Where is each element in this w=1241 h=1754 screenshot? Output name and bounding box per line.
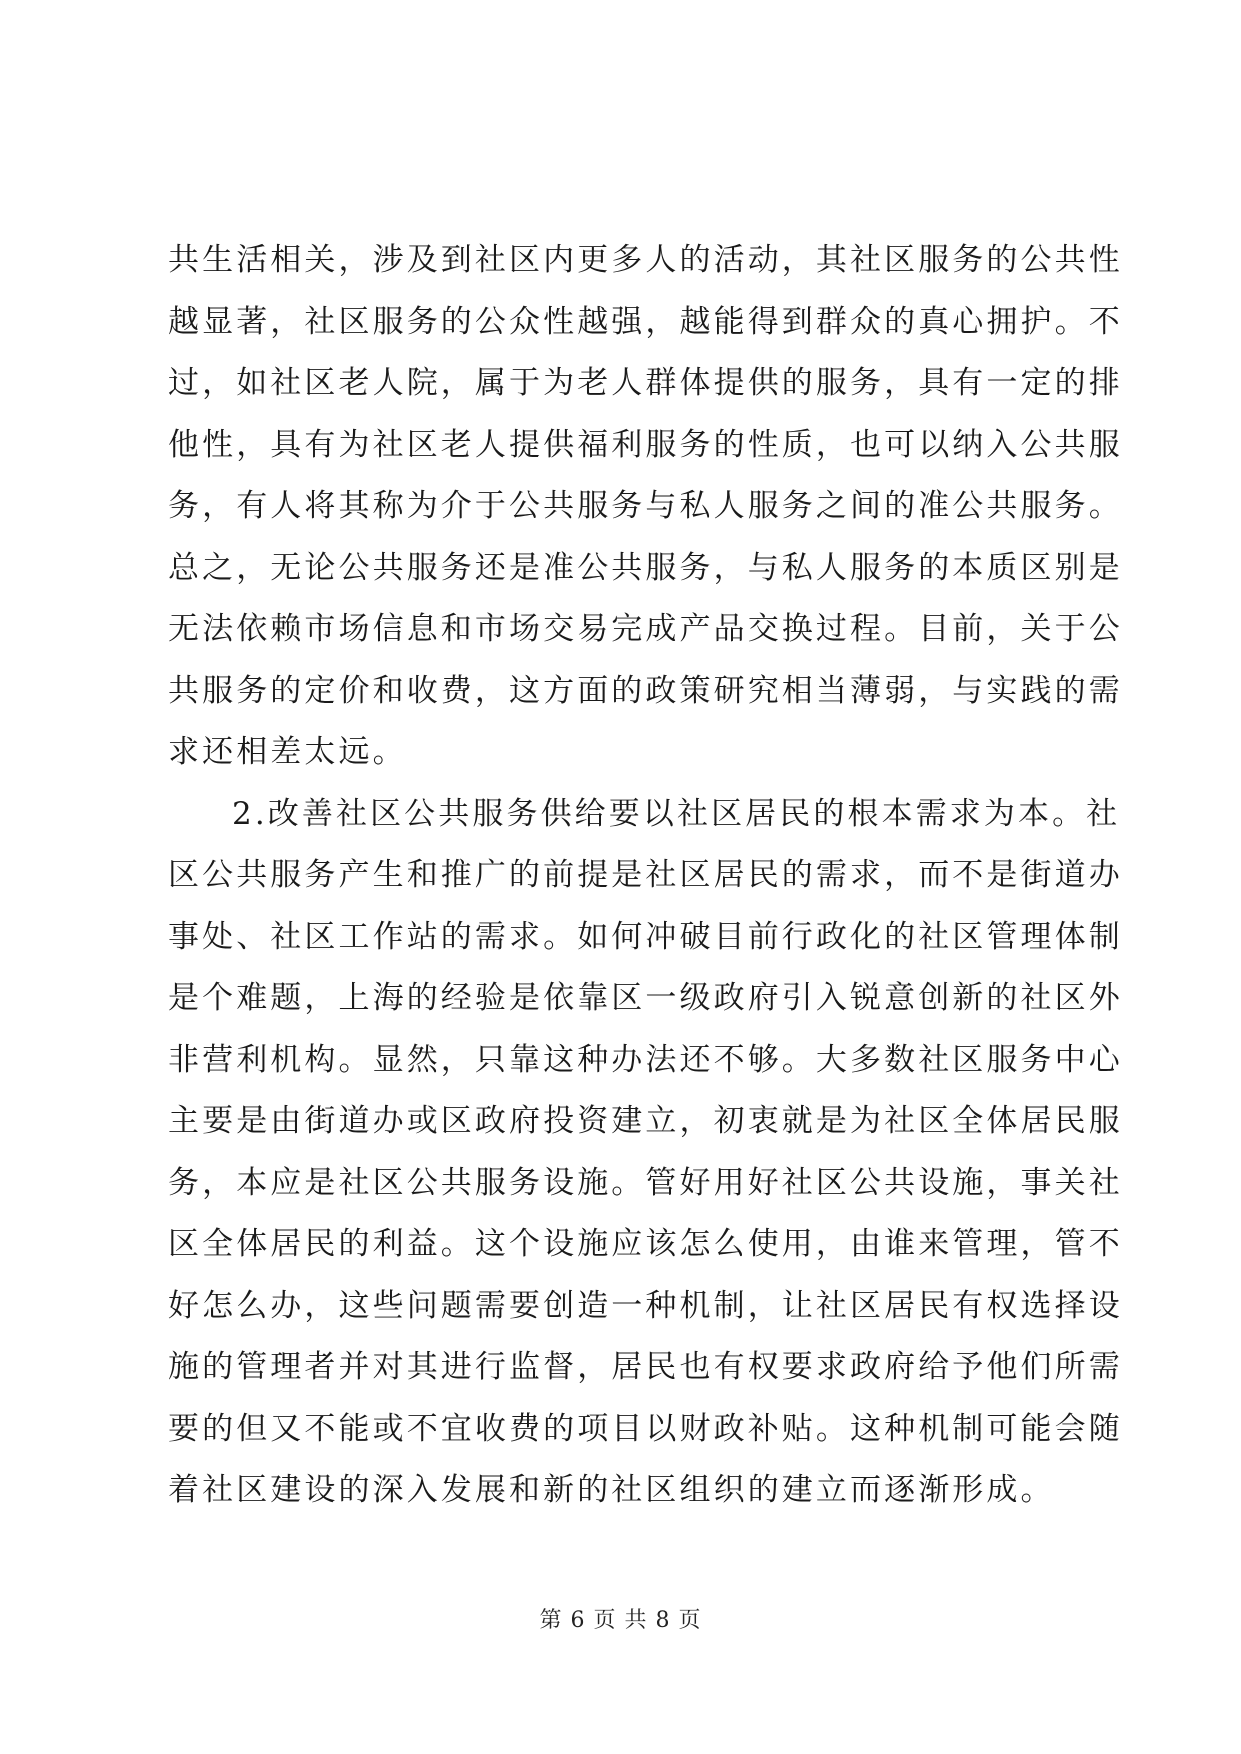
body-text	[168, 230, 1123, 1522]
text-line: 主要是由街道办或区政府投资建立，初衷就是为社区全体居民服	[168, 1103, 1123, 1139]
text-line: 他性，具有为社区老人提供福利服务的性质，也可以纳入公共服	[168, 426, 1123, 463]
text-line: 共生活相关，涉及到社区内更多人的活动，其社区服务的公共性	[168, 242, 1123, 278]
text-line: 共服务的定价和收费，这方面的政策研究相当薄弱，与实践的需	[168, 672, 1123, 709]
text-line: 务，本应是社区公共服务设施。管好用好社区公共设施，事关社	[168, 1164, 1123, 1201]
text-line: 事处、社区工作站的需求。如何冲破目前行政化的社区管理体制	[168, 918, 1123, 955]
paragraph-start-line: 2.改善社区公共服务供给要以社区居民的根本需求为本。社	[232, 795, 1121, 832]
page-number-footer: 第 6 页 共 8 页	[539, 1608, 702, 1633]
text-line: 施的管理者并对其进行监督，居民也有权要求政府给予他们所需	[168, 1349, 1123, 1385]
text-line: 要的但又不能或不宜收费的项目以财政补贴。这种机制可能会随	[168, 1410, 1123, 1447]
text-line: 过，如社区老人院，属于为老人群体提供的服务，具有一定的排	[168, 365, 1123, 401]
text-line: 是个难题，上海的经验是依靠区一级政府引入锐意创新的社区外	[168, 980, 1123, 1016]
text-line: 越显著，社区服务的公众性越强，越能得到群众的真心拥护。不	[168, 303, 1123, 340]
text-line: 着社区建设的深入发展和新的社区组织的建立而逐渐形成。	[168, 1472, 1055, 1508]
text-line: 求还相差太远。	[168, 734, 407, 770]
text-line: 区公共服务产生和推广的前提是社区居民的需求，而不是街道办	[168, 857, 1123, 893]
text-line: 无法依赖市场信息和市场交易完成产品交换过程。目前，关于公	[168, 611, 1123, 647]
text-line: 好怎么办，这些问题需要创造一种机制，让社区居民有权选择设	[168, 1287, 1123, 1324]
text-line: 总之，无论公共服务还是准公共服务，与私人服务的本质区别是	[168, 549, 1123, 586]
text-line: 非营利机构。显然，只靠这种办法还不够。大多数社区服务中心	[168, 1041, 1123, 1078]
text-line: 务，有人将其称为介于公共服务与私人服务之间的准公共服务。	[168, 488, 1123, 524]
text-line: 区全体居民的利益。这个设施应该怎么使用，由谁来管理，管不	[168, 1226, 1123, 1262]
